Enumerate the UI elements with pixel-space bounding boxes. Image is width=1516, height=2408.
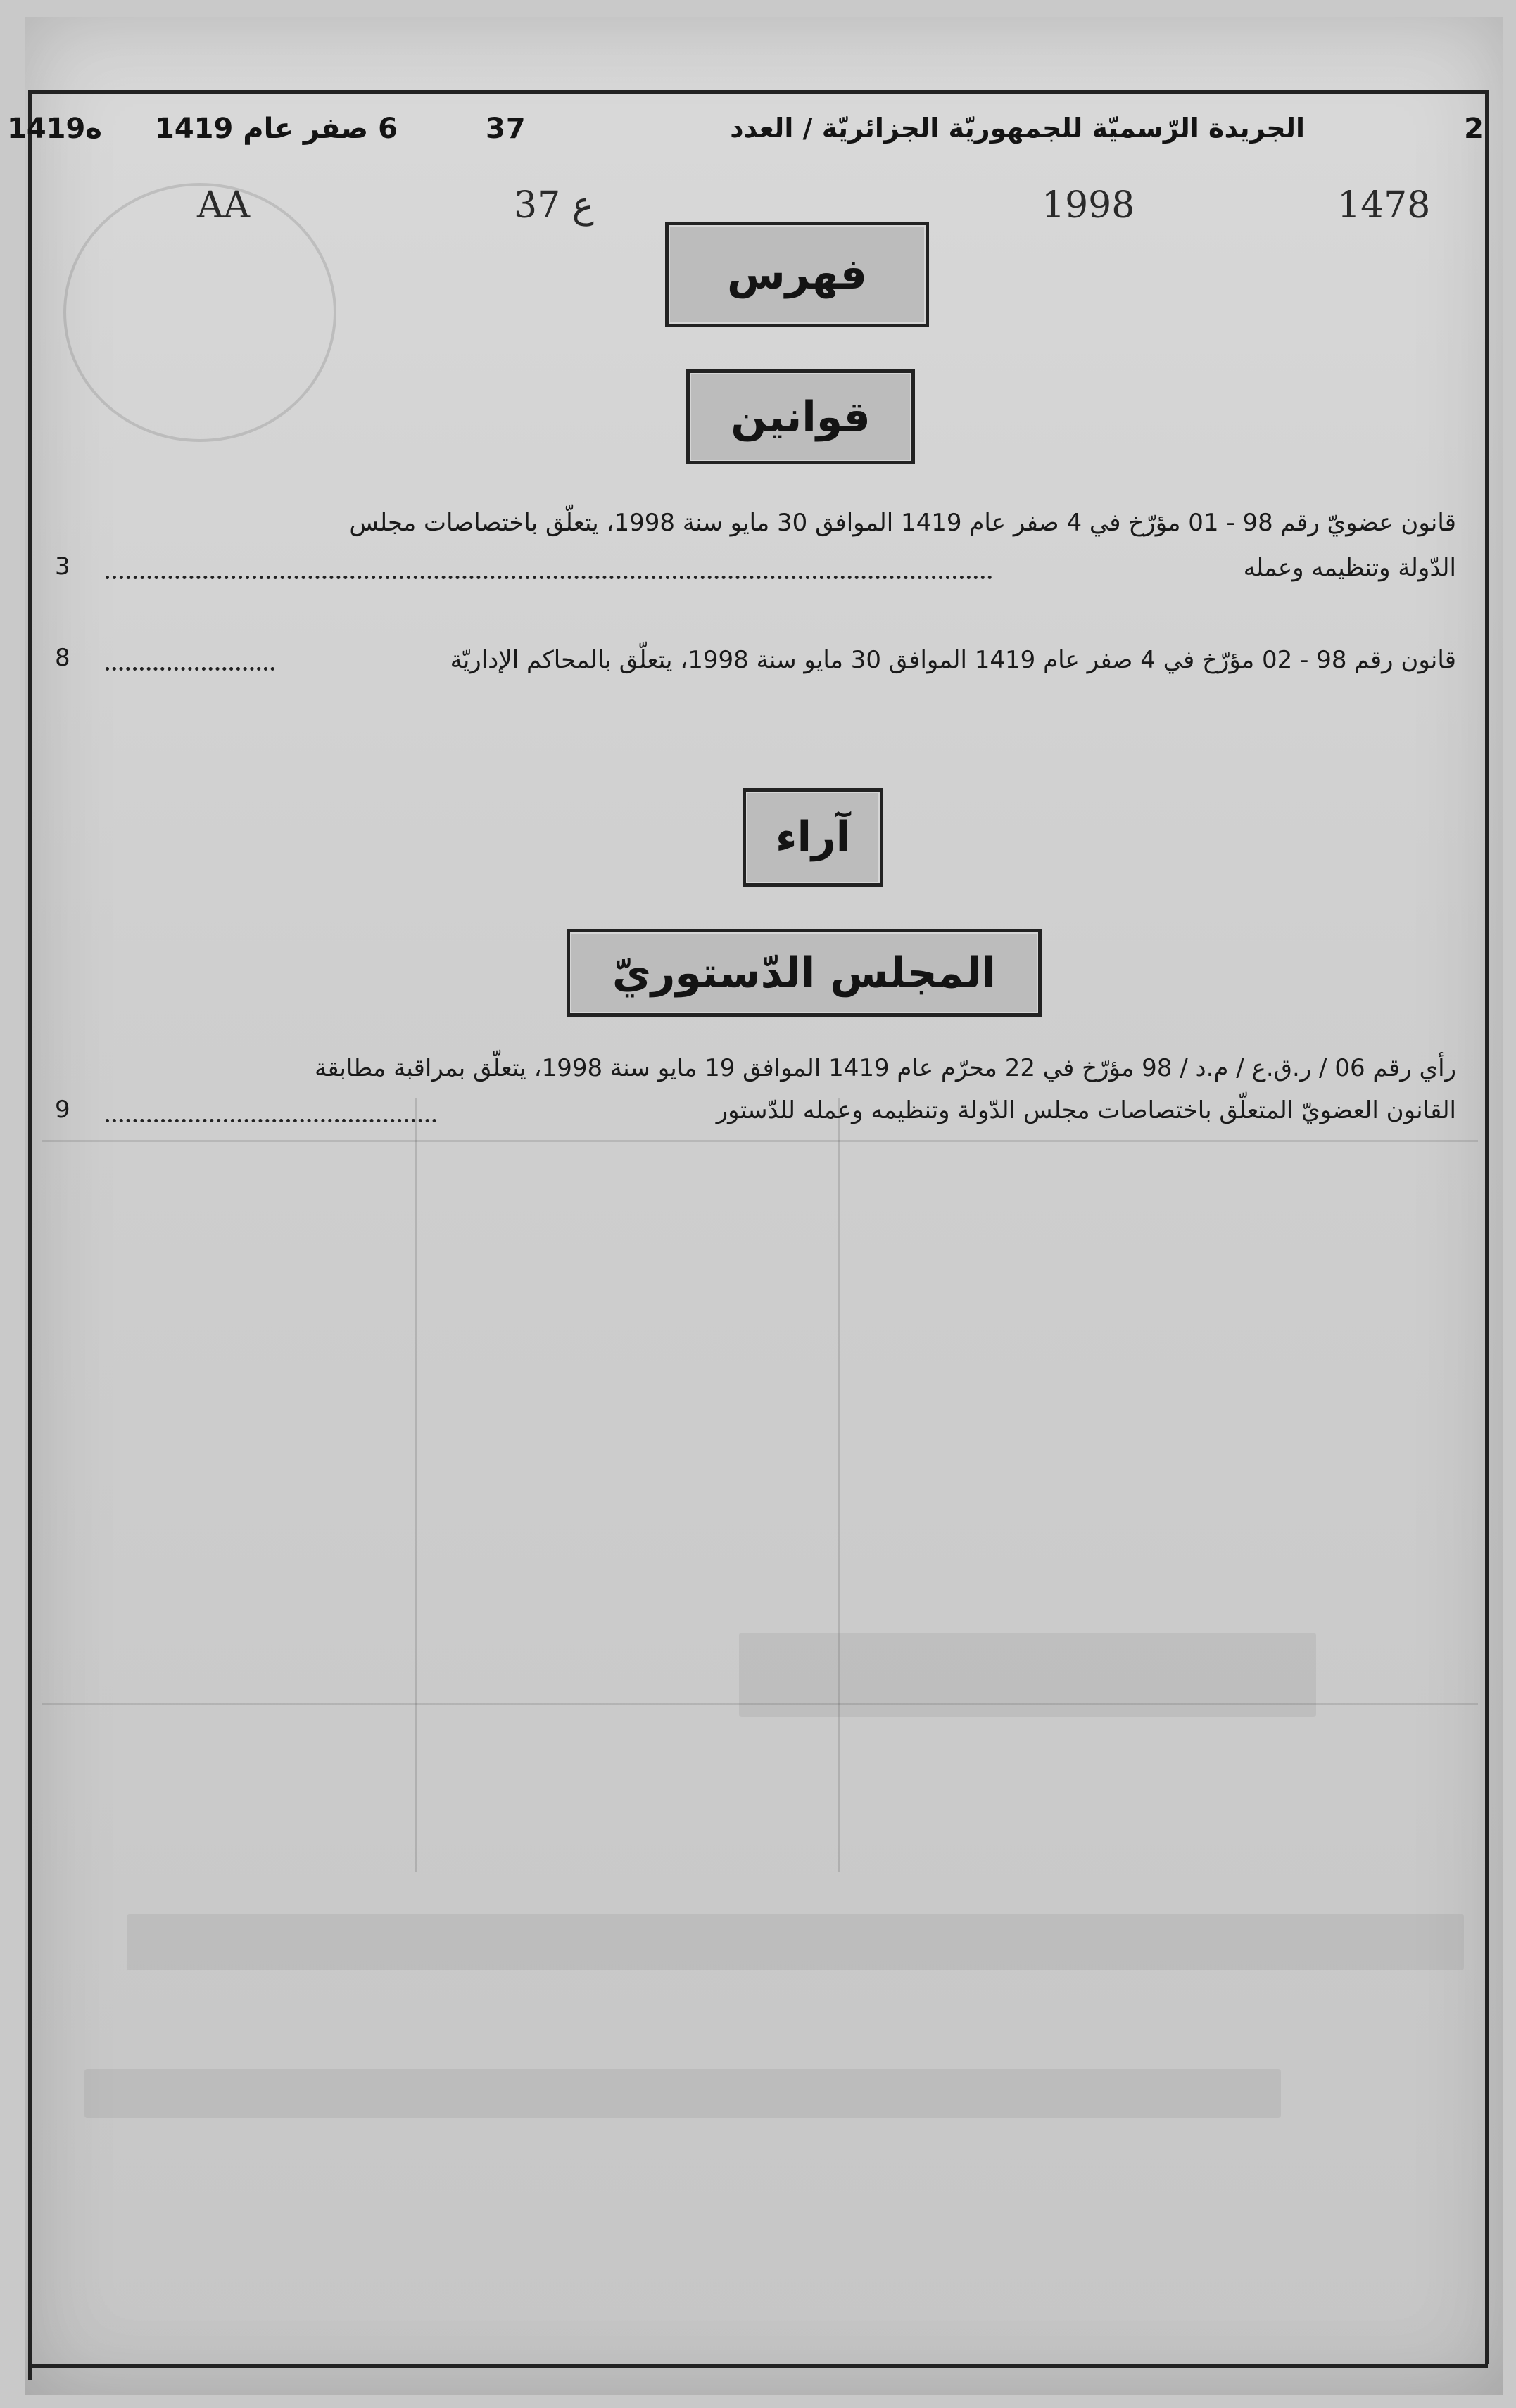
entry-2-line-1: قانون رقم 98 - 02 مؤرّخ في 4 صفر عام 1419 الموافق 30 مايو سنة 1998، يتعلّق بالمحاكم الإداريّة: [450, 646, 1456, 674]
bleed-through-line: [838, 1098, 840, 1872]
handwritten-note-left: AA: [197, 184, 251, 227]
frame-right: [1485, 90, 1489, 2364]
handwritten-issue: 37 ع: [514, 184, 594, 227]
entry-2-leader-dots: [106, 667, 274, 671]
entry-2-page: 8: [55, 644, 70, 672]
issue-date-cut: 1419ه: [7, 113, 102, 145]
entry-1-line-1: قانون عضويّ رقم 98 - 01 مؤرّخ في 4 صفر عام 1419 الموافق 30 مايو سنة 1998، يتعلّق باختصاصات مجلس: [349, 509, 1456, 537]
opinions-title-box: [743, 788, 883, 887]
laws-title: قوانين: [731, 392, 871, 442]
page-number: 2: [1464, 113, 1484, 145]
entry-1-leader-dots: [106, 576, 992, 579]
council-title-box: [567, 929, 1042, 1017]
bleed-through-text: [84, 2069, 1281, 2118]
footer-rule: [28, 2364, 1488, 2368]
issue-date: 6 صفر عام 1419: [155, 113, 398, 145]
index-title: فهرس: [726, 250, 867, 299]
issue-number: 37: [486, 113, 526, 145]
bleed-through-text: [739, 1633, 1316, 1717]
opinions-title: آراء: [775, 813, 851, 862]
entry-1-line-2: الدّولة وتنظيمه وعمله: [1243, 554, 1456, 582]
entry-1-page: 3: [55, 552, 70, 581]
entry-3-line-2: القانون العضويّ المتعلّق باختصاصات مجلس الدّولة وتنظيمه وعمله للدّستور: [716, 1096, 1456, 1124]
council-title: المجلس الدّستوريّ: [612, 948, 997, 998]
header-rule: [28, 90, 1488, 94]
bleed-through-text: [127, 1914, 1464, 1970]
bleed-through-line: [42, 1140, 1478, 1142]
entry-3-leader-dots: [106, 1119, 436, 1122]
index-title-box: [665, 222, 929, 327]
handwritten-reference: 1478: [1337, 184, 1431, 227]
laws-title-box: [686, 369, 915, 464]
handwritten-year: 1998: [1042, 184, 1135, 227]
frame-left: [28, 90, 32, 2380]
entry-3-line-1: رأي رقم 06 / ر.ق.ع / م.د / 98 مؤرّخ في 22 محرّم عام 1419 الموافق 19 مايو سنة 1998، يتعلّق بمراقبة مطابقة: [315, 1054, 1456, 1082]
bleed-through-line: [415, 1098, 417, 1872]
journal-title: الجريدة الرّسميّة للجمهوريّة الجزائريّة / العدد: [730, 113, 1305, 144]
entry-3-page: 9: [55, 1096, 70, 1124]
